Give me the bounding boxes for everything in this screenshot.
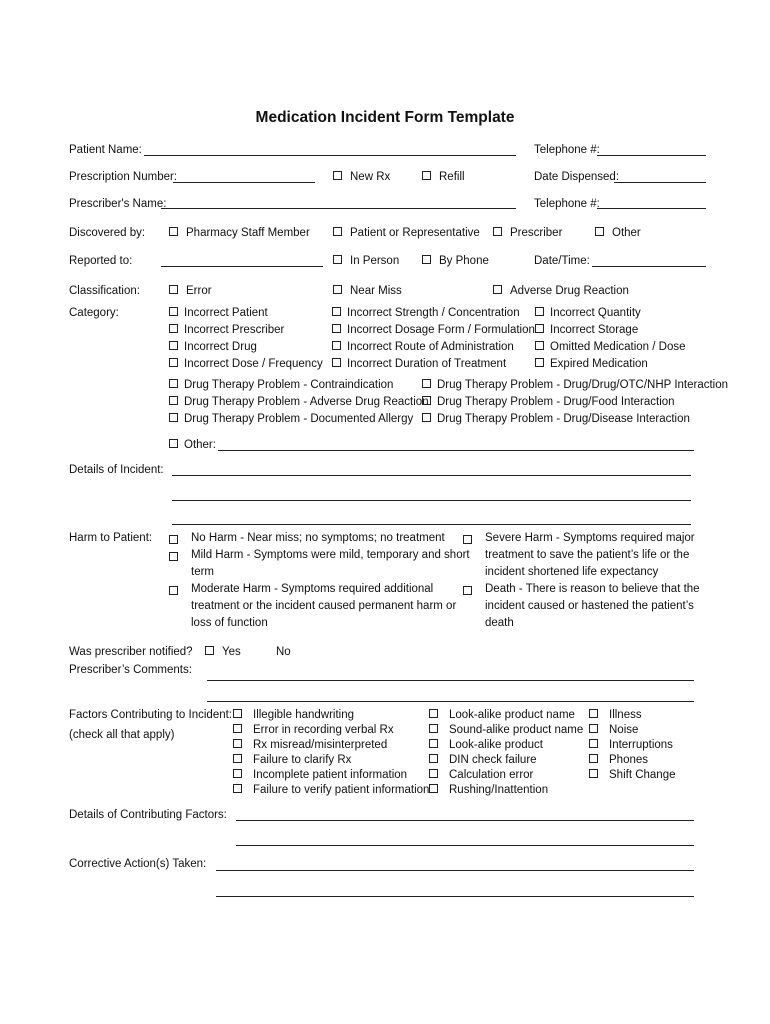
checkbox[interactable] bbox=[332, 341, 341, 350]
harm-severe-checkbox[interactable] bbox=[463, 535, 472, 544]
factor-option[interactable]: Calculation error bbox=[429, 768, 533, 782]
harm-moderate-text: Moderate Harm - Symptoms required additional bbox=[191, 583, 434, 595]
checkbox[interactable] bbox=[233, 709, 242, 718]
harm-death-text: death bbox=[485, 617, 514, 629]
prescriber-comments-label: Prescriber’s Comments: bbox=[69, 664, 192, 676]
category-other[interactable]: Other: bbox=[169, 438, 216, 452]
details-line[interactable] bbox=[172, 475, 691, 476]
date-dispensed-field[interactable] bbox=[614, 182, 706, 183]
harm-death-text: Death - There is reason to believe that the bbox=[485, 583, 700, 595]
checkbox[interactable] bbox=[169, 439, 178, 448]
classification-label: Classification: bbox=[69, 285, 140, 297]
in-person-option[interactable]: In Person bbox=[333, 254, 399, 268]
checkbox[interactable] bbox=[233, 739, 242, 748]
checkbox[interactable] bbox=[169, 307, 178, 316]
dtp-option[interactable]: Drug Therapy Problem - Drug/Food Interaction bbox=[422, 395, 675, 409]
checkbox[interactable] bbox=[535, 341, 544, 350]
harm-severe-text: incident shortened life expectancy bbox=[485, 566, 659, 578]
factor-option[interactable]: Noise bbox=[589, 723, 638, 737]
form-title: Medication Incident Form Template bbox=[255, 109, 515, 126]
dtp-option[interactable]: Drug Therapy Problem - Drug/Drug/OTC/NHP Interaction bbox=[422, 378, 728, 392]
checkbox[interactable] bbox=[169, 324, 178, 333]
checkbox[interactable] bbox=[233, 769, 242, 778]
factor-option[interactable]: Failure to clarify Rx bbox=[233, 753, 351, 767]
notified-yes[interactable]: Yes bbox=[205, 645, 241, 659]
factor-option[interactable]: Phones bbox=[589, 753, 648, 767]
harm-mild-text: Mild Harm - Symptoms were mild, temporary and short bbox=[191, 549, 470, 561]
checkbox[interactable] bbox=[493, 285, 502, 294]
refill-option[interactable]: Refill bbox=[422, 170, 465, 184]
checkbox[interactable] bbox=[233, 784, 242, 793]
checkbox[interactable] bbox=[535, 307, 544, 316]
category-option[interactable]: Incorrect Dosage Form / Formulation bbox=[332, 323, 535, 337]
category-label: Category: bbox=[69, 307, 119, 319]
discovered-pharmacy-staff[interactable]: Pharmacy Staff Member bbox=[169, 226, 310, 240]
factor-option[interactable]: Incomplete patient information bbox=[233, 768, 407, 782]
checkbox[interactable] bbox=[333, 285, 342, 294]
harm-mild-text: term bbox=[191, 566, 214, 578]
checkbox[interactable] bbox=[233, 754, 242, 763]
factor-option[interactable]: DIN check failure bbox=[429, 753, 537, 767]
factor-option[interactable]: Rushing/Inattention bbox=[429, 783, 548, 797]
telephone2-field[interactable] bbox=[597, 208, 706, 209]
checkbox[interactable] bbox=[589, 724, 598, 733]
date-time-label: Date/Time: bbox=[534, 255, 590, 267]
telephone-field[interactable] bbox=[597, 155, 706, 156]
factor-option[interactable]: Look-alike product bbox=[429, 738, 543, 752]
factor-option[interactable]: Look-alike product name bbox=[429, 708, 575, 722]
harm-no-harm-checkbox[interactable] bbox=[169, 535, 178, 544]
contributing-details-line[interactable] bbox=[236, 820, 694, 821]
contributing-details-line[interactable] bbox=[236, 845, 694, 846]
telephone2-label: Telephone #: bbox=[534, 198, 600, 210]
category-option[interactable]: Omitted Medication / Dose bbox=[535, 340, 686, 354]
date-dispensed-label: Date Dispensed: bbox=[534, 171, 620, 183]
harm-severe-text: treatment to save the patient’s life or the bbox=[485, 549, 690, 561]
category-option[interactable]: Incorrect Route of Administration bbox=[332, 340, 514, 354]
factor-option[interactable]: Shift Change bbox=[589, 768, 676, 782]
comments-line[interactable] bbox=[207, 680, 694, 681]
classification-adr[interactable]: Adverse Drug Reaction bbox=[493, 284, 629, 298]
new-rx-checkbox[interactable] bbox=[333, 171, 342, 180]
checkbox[interactable] bbox=[429, 784, 438, 793]
checkbox[interactable] bbox=[429, 739, 438, 748]
refill-checkbox[interactable] bbox=[422, 171, 431, 180]
checkbox[interactable] bbox=[535, 358, 544, 367]
corrective-label: Corrective Action(s) Taken: bbox=[69, 858, 207, 870]
harm-label: Harm to Patient: bbox=[69, 532, 153, 544]
harm-moderate-text: loss of function bbox=[191, 617, 268, 629]
date-time-field[interactable] bbox=[592, 266, 706, 267]
dtp-option[interactable]: Drug Therapy Problem - Contraindication bbox=[169, 378, 393, 392]
prescriber-name-label: Prescriber's Name: bbox=[69, 198, 167, 210]
checkbox[interactable] bbox=[333, 255, 342, 264]
corrective-line[interactable] bbox=[216, 870, 694, 871]
checkbox[interactable] bbox=[589, 739, 598, 748]
details-line[interactable] bbox=[172, 500, 691, 501]
classification-near-miss[interactable]: Near Miss bbox=[333, 284, 402, 298]
checkbox[interactable] bbox=[169, 285, 178, 294]
category-option[interactable]: Incorrect Strength / Concentration bbox=[332, 306, 520, 320]
checkbox[interactable] bbox=[429, 754, 438, 763]
by-phone-option[interactable]: By Phone bbox=[422, 254, 489, 268]
checkbox[interactable] bbox=[535, 324, 544, 333]
harm-severe-text: Severe Harm - Symptoms required major bbox=[485, 532, 695, 544]
checkbox[interactable] bbox=[493, 227, 502, 236]
category-option[interactable]: Incorrect Quantity bbox=[535, 306, 641, 320]
notified-question: Was prescriber notified? bbox=[69, 646, 193, 658]
comments-line[interactable] bbox=[207, 701, 694, 702]
category-other-field[interactable] bbox=[218, 450, 694, 451]
discovered-other[interactable]: Other bbox=[595, 226, 641, 240]
checkbox[interactable] bbox=[595, 227, 604, 236]
factors-sublabel: (check all that apply) bbox=[69, 729, 175, 741]
checkbox[interactable] bbox=[332, 307, 341, 316]
harm-no-harm-text: No Harm - Near miss; no symptoms; no treatment bbox=[191, 532, 445, 544]
factor-option[interactable]: Error in recording verbal Rx bbox=[233, 723, 394, 737]
patient-name-label: Patient Name: bbox=[69, 144, 142, 156]
prescription-number-field[interactable] bbox=[173, 182, 315, 183]
harm-death-checkbox[interactable] bbox=[463, 586, 472, 595]
checkbox[interactable] bbox=[422, 413, 431, 422]
checkbox[interactable] bbox=[429, 709, 438, 718]
category-option[interactable]: Incorrect Drug bbox=[169, 340, 257, 354]
notified-no[interactable]: No bbox=[276, 646, 291, 658]
checkbox[interactable] bbox=[589, 709, 598, 718]
harm-mild-checkbox[interactable] bbox=[169, 552, 178, 561]
harm-moderate-text: treatment or the incident caused permanent harm or bbox=[191, 600, 457, 612]
harm-death-text: incident caused or hastened the patient’s bbox=[485, 600, 694, 612]
telephone-label: Telephone #: bbox=[534, 144, 600, 156]
checkbox[interactable] bbox=[589, 754, 598, 763]
dtp-option[interactable]: Drug Therapy Problem - Documented Allergy bbox=[169, 412, 413, 426]
harm-moderate-checkbox[interactable] bbox=[169, 586, 178, 595]
dtp-option[interactable]: Drug Therapy Problem - Drug/Disease Interaction bbox=[422, 412, 690, 426]
factor-option[interactable]: Sound-alike product name bbox=[429, 723, 583, 737]
factor-option[interactable]: Illness bbox=[589, 708, 642, 722]
new-rx-option[interactable]: New Rx bbox=[333, 170, 390, 184]
checkbox[interactable] bbox=[589, 769, 598, 778]
category-option[interactable]: Incorrect Patient bbox=[169, 306, 268, 320]
checkbox[interactable] bbox=[422, 255, 431, 264]
dtp-option[interactable]: Drug Therapy Problem - Adverse Drug Reaction bbox=[169, 395, 429, 409]
checkbox[interactable] bbox=[422, 396, 431, 405]
corrective-line[interactable] bbox=[216, 896, 694, 897]
checkbox[interactable] bbox=[169, 413, 178, 422]
checkbox[interactable] bbox=[169, 227, 178, 236]
discovered-prescriber[interactable]: Prescriber bbox=[493, 226, 562, 240]
category-option[interactable]: Incorrect Prescriber bbox=[169, 323, 284, 337]
discovered-patient[interactable]: Patient or Representative bbox=[333, 226, 480, 240]
category-option[interactable]: Incorrect Dose / Frequency bbox=[169, 357, 323, 371]
checkbox[interactable] bbox=[233, 724, 242, 733]
checkbox[interactable] bbox=[169, 341, 178, 350]
contributing-details-label: Details of Contributing Factors: bbox=[69, 809, 227, 821]
reported-to-field[interactable] bbox=[161, 266, 323, 267]
checkbox[interactable] bbox=[169, 358, 178, 367]
factor-option[interactable]: Failure to verify patient information bbox=[233, 783, 429, 797]
checkbox[interactable] bbox=[429, 769, 438, 778]
factors-label: Factors Contributing to Incident: bbox=[69, 709, 232, 721]
checkbox[interactable] bbox=[429, 724, 438, 733]
discovered-by-label: Discovered by: bbox=[69, 227, 146, 239]
category-option[interactable]: Expired Medication bbox=[535, 357, 648, 371]
reported-to-label: Reported to: bbox=[69, 255, 133, 267]
prescription-number-label: Prescription Number: bbox=[69, 171, 178, 183]
details-line[interactable] bbox=[172, 524, 691, 525]
checkbox[interactable] bbox=[169, 379, 178, 388]
checkbox[interactable] bbox=[332, 324, 341, 333]
factor-option[interactable]: Interruptions bbox=[589, 738, 673, 752]
details-label: Details of Incident: bbox=[69, 464, 164, 476]
category-option[interactable]: Incorrect Storage bbox=[535, 323, 638, 337]
checkbox[interactable] bbox=[332, 358, 341, 367]
category-option[interactable]: Incorrect Duration of Treatment bbox=[332, 357, 506, 371]
checkbox[interactable] bbox=[333, 227, 342, 236]
checkbox[interactable] bbox=[169, 396, 178, 405]
factor-option[interactable]: Illegible handwriting bbox=[233, 708, 354, 722]
factor-option[interactable]: Rx misread/misinterpreted bbox=[233, 738, 387, 752]
patient-name-field[interactable] bbox=[144, 155, 516, 156]
checkbox[interactable] bbox=[205, 646, 214, 655]
prescriber-name-field[interactable] bbox=[161, 208, 516, 209]
classification-error[interactable]: Error bbox=[169, 284, 212, 298]
checkbox[interactable] bbox=[422, 379, 431, 388]
